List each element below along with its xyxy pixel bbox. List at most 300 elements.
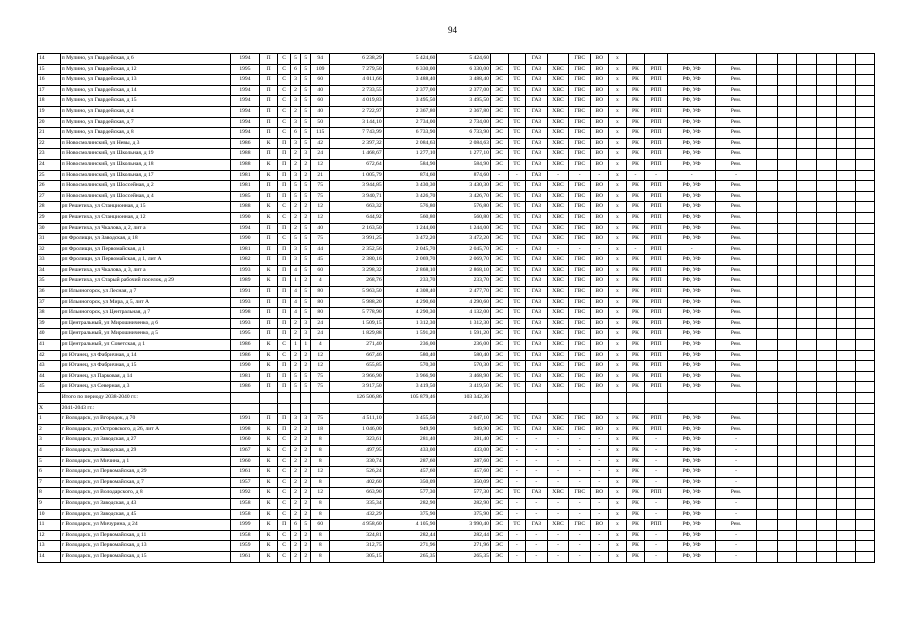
table-cell: - <box>526 477 548 488</box>
table-cell: 75 <box>311 414 330 425</box>
table-cell: х <box>608 382 627 393</box>
table-cell: 2 <box>290 509 300 520</box>
table-cell: х <box>608 170 627 181</box>
table-row <box>38 255 875 266</box>
empty-cell <box>816 297 836 308</box>
empty-cell <box>836 117 856 128</box>
empty-cell <box>836 212 856 223</box>
table-cell: С <box>278 117 290 128</box>
table-cell: РК <box>627 308 645 319</box>
table-cell: 17 <box>38 85 61 96</box>
empty-cell <box>797 223 817 234</box>
table-cell: 1961 <box>230 467 259 478</box>
table-cell: 12 <box>311 467 330 478</box>
table-cell: 3 966,90 <box>330 371 384 382</box>
empty-cell <box>777 234 797 245</box>
empty-cell <box>816 191 836 202</box>
table-cell: РК <box>627 117 645 128</box>
table-row <box>38 212 875 223</box>
table-cell: ГАЗ <box>526 202 548 213</box>
table-cell: РПП <box>644 64 668 75</box>
table-cell: К <box>259 541 278 552</box>
table-cell: 1 244,00 <box>383 223 437 234</box>
table-cell: РК <box>627 223 645 234</box>
empty-cell <box>836 361 856 372</box>
empty-cell <box>816 414 836 425</box>
table-cell: ЭС <box>490 371 508 382</box>
table-cell: РК <box>627 287 645 298</box>
empty-cell <box>816 371 836 382</box>
empty-cell <box>777 85 797 96</box>
table-cell <box>301 393 311 404</box>
table-cell: - <box>591 477 609 488</box>
empty-cell <box>797 477 817 488</box>
table-cell: х <box>608 488 627 499</box>
table-cell: ТС <box>508 191 526 202</box>
table-cell: ЭС <box>490 541 508 552</box>
empty-cell <box>777 414 797 425</box>
table-cell: - <box>547 170 569 181</box>
table-cell: 5 <box>301 96 311 107</box>
table-cell: 2 <box>290 329 300 340</box>
table-cell: РФ, УФ <box>668 551 715 562</box>
table-cell: 2 <box>290 223 300 234</box>
table-cell: х <box>608 234 627 245</box>
table-cell: РК <box>627 276 645 287</box>
table-cell <box>301 403 311 414</box>
table-cell: 40 <box>38 329 61 340</box>
table-cell: 1960 <box>230 435 259 446</box>
empty-cell <box>797 403 817 414</box>
table-cell: 2 <box>290 551 300 562</box>
table-cell: Рем. <box>715 212 756 223</box>
table-cell: 1994 <box>230 96 259 107</box>
table-cell: РФ, УФ <box>668 361 715 372</box>
table-cell: ГВС <box>569 488 591 499</box>
table-cell: ЭС <box>490 551 508 562</box>
empty-cell <box>856 138 875 149</box>
empty-cell <box>836 467 856 478</box>
table-cell: ХВС <box>547 340 569 351</box>
empty-cell <box>777 244 797 255</box>
empty-cell <box>816 435 836 446</box>
empty-cell <box>797 244 817 255</box>
table-cell: рп Решетиха, ул Станционная, д 12 <box>60 212 230 223</box>
table-cell: - <box>569 435 591 446</box>
table-row <box>38 234 875 245</box>
empty-cell <box>777 498 797 509</box>
table-cell: Рем. <box>715 488 756 499</box>
table-cell: К <box>259 477 278 488</box>
empty-cell <box>836 445 856 456</box>
table-cell: С <box>278 551 290 562</box>
empty-cell <box>816 276 836 287</box>
table-cell <box>591 403 609 414</box>
table-cell: ЭС <box>490 467 508 478</box>
empty-cell <box>836 170 856 181</box>
empty-cell <box>757 477 778 488</box>
table-cell: ЭС <box>490 191 508 202</box>
table-cell: 1 <box>290 276 300 287</box>
empty-cell <box>777 170 797 181</box>
empty-cell <box>856 414 875 425</box>
table-cell: - <box>508 498 526 509</box>
table-cell: 2 <box>301 424 311 435</box>
table-cell: РК <box>627 191 645 202</box>
table-cell: 526,24 <box>330 467 384 478</box>
empty-cell <box>836 551 856 562</box>
table-cell: С <box>278 85 290 96</box>
table-cell: ЭС <box>490 498 508 509</box>
table-cell: 2 <box>301 202 311 213</box>
table-cell: ТС <box>508 223 526 234</box>
empty-cell <box>816 318 836 329</box>
empty-cell <box>836 265 856 276</box>
table-cell: 5 424,60 <box>437 54 491 65</box>
table-cell: 25 <box>38 170 61 181</box>
table-cell: Рем. <box>715 96 756 107</box>
table-cell: х <box>608 435 627 446</box>
empty-cell <box>856 541 875 552</box>
empty-cell <box>777 445 797 456</box>
table-cell: 1990 <box>230 212 259 223</box>
table-cell: ВО <box>591 488 609 499</box>
table-cell: 3 430,30 <box>437 181 491 192</box>
table-cell: 5 <box>301 223 311 234</box>
table-cell: С <box>278 541 290 552</box>
table-cell: 5 <box>301 287 311 298</box>
table-cell: рп Ильиногорск, ул Лесная, д 7 <box>60 287 230 298</box>
table-cell: ХВС <box>547 191 569 202</box>
table-cell: РК <box>627 329 645 340</box>
table-cell: х <box>608 329 627 340</box>
table-cell: г Володарск, ул Заводская, д 43 <box>60 498 230 509</box>
table-cell: РФ, УФ <box>668 488 715 499</box>
table-cell: 2 <box>301 509 311 520</box>
table-cell: 1995 <box>230 64 259 75</box>
table-cell: РК <box>627 541 645 552</box>
table-cell: ВО <box>591 138 609 149</box>
table-cell: х <box>608 340 627 351</box>
table-cell: 60 <box>311 75 330 86</box>
table-cell: 576,80 <box>383 202 437 213</box>
table-cell: 2 <box>290 85 300 96</box>
table-cell: 5 <box>290 191 300 202</box>
table-cell: 3 <box>290 255 300 266</box>
table-cell: П <box>278 191 290 202</box>
table-cell: 2 734,00 <box>383 117 437 128</box>
empty-cell <box>757 308 778 319</box>
table-cell: 6 330,00 <box>437 64 491 75</box>
empty-cell <box>836 498 856 509</box>
table-cell: - <box>644 541 668 552</box>
empty-cell <box>757 54 778 65</box>
table-cell: РК <box>627 202 645 213</box>
empty-cell <box>836 393 856 404</box>
table-cell: 38 <box>38 308 61 319</box>
table-cell: 3 472,20 <box>383 234 437 245</box>
table-cell: П <box>259 64 278 75</box>
empty-cell <box>856 255 875 266</box>
table-cell: РФ, УФ <box>668 265 715 276</box>
table-cell: 4 <box>38 445 61 456</box>
empty-cell <box>836 509 856 520</box>
table-cell: 4 <box>311 340 330 351</box>
table-cell: ГВС <box>569 287 591 298</box>
table-cell: 3 <box>301 329 311 340</box>
table-cell: ГАЗ <box>526 54 548 65</box>
table-cell: РПП <box>644 308 668 319</box>
table-cell: ВО <box>591 371 609 382</box>
table-cell: х <box>608 85 627 96</box>
table-cell: Рем. <box>715 138 756 149</box>
table-cell: рп Решетиха, ул Станционная, д 15 <box>60 202 230 213</box>
empty-cell <box>856 202 875 213</box>
table-cell: 5 <box>301 234 311 245</box>
table-cell: ГАЗ <box>526 159 548 170</box>
table-cell: П <box>278 223 290 234</box>
table-cell: 5 <box>290 382 300 393</box>
table-cell: - <box>591 551 609 562</box>
table-cell: П <box>259 191 278 202</box>
table-cell: ГАЗ <box>526 170 548 181</box>
table-cell: рп Ильиногорск, ул Центральная, д 7 <box>60 308 230 319</box>
table-cell: РК <box>627 414 645 425</box>
empty-cell <box>797 551 817 562</box>
empty-cell <box>836 128 856 139</box>
table-row <box>38 509 875 520</box>
empty-cell <box>836 64 856 75</box>
table-cell: ГВС <box>569 265 591 276</box>
table-cell: - <box>591 509 609 520</box>
empty-cell <box>777 393 797 404</box>
table-cell: ГАЗ <box>526 75 548 86</box>
table-cell: 1994 <box>230 117 259 128</box>
table-cell: 5 <box>301 106 311 117</box>
table-cell: Рем. <box>715 287 756 298</box>
table-cell: 75 <box>311 382 330 393</box>
table-cell: ГАЗ <box>526 96 548 107</box>
table-cell: П <box>259 287 278 298</box>
table-cell <box>311 403 330 414</box>
table-cell <box>715 403 756 414</box>
table-cell: ТС <box>508 308 526 319</box>
empty-cell <box>777 318 797 329</box>
table-cell: г Володарск, ул Вгородок, д 70 <box>60 414 230 425</box>
table-cell: 44 <box>38 371 61 382</box>
table-cell: 42 <box>311 138 330 149</box>
table-cell: П <box>278 244 290 255</box>
table-cell: 1 591,20 <box>437 329 491 340</box>
table-cell: 1989 <box>230 276 259 287</box>
empty-cell <box>856 477 875 488</box>
table-cell: 94 <box>311 54 330 65</box>
table-cell: РК <box>627 445 645 456</box>
empty-cell <box>856 488 875 499</box>
table-row <box>38 445 875 456</box>
empty-cell <box>757 75 778 86</box>
table-cell: Рем. <box>715 75 756 86</box>
table-cell: 44 <box>311 244 330 255</box>
table-cell: - <box>547 435 569 446</box>
table-cell: 2 <box>301 350 311 361</box>
table-cell: - <box>627 170 645 181</box>
table-cell: ГАЗ <box>526 340 548 351</box>
table-cell: ГВС <box>569 350 591 361</box>
table-cell: ВО <box>591 520 609 531</box>
table-cell: 8 <box>311 435 330 446</box>
table-cell: ГАЗ <box>526 223 548 234</box>
empty-cell <box>816 509 836 520</box>
table-cell: 8 <box>311 498 330 509</box>
empty-cell <box>797 340 817 351</box>
table-cell: П <box>278 276 290 287</box>
empty-cell <box>836 276 856 287</box>
table-cell: - <box>569 551 591 562</box>
table-cell <box>278 393 290 404</box>
table-cell: 3 944,85 <box>330 181 384 192</box>
table-cell: 3 488,40 <box>437 75 491 86</box>
table-cell: 6 330,00 <box>383 64 437 75</box>
table-cell: ГВС <box>569 414 591 425</box>
table-cell: - <box>508 551 526 562</box>
table-cell: П <box>278 159 290 170</box>
table-cell: ВО <box>591 318 609 329</box>
table-cell <box>608 403 627 414</box>
table-cell: 2 367,80 <box>383 106 437 117</box>
empty-cell <box>777 181 797 192</box>
table-cell: 663,90 <box>330 488 384 499</box>
table-cell: ТС <box>508 202 526 213</box>
table-cell: 2 <box>301 530 311 541</box>
table-cell: ТС <box>508 382 526 393</box>
table-cell: 3 917,50 <box>330 382 384 393</box>
empty-cell <box>777 488 797 499</box>
empty-cell <box>757 488 778 499</box>
table-cell: ГВС <box>569 64 591 75</box>
empty-cell <box>836 340 856 351</box>
table-cell: РК <box>627 498 645 509</box>
empty-cell <box>836 530 856 541</box>
table-cell: ВО <box>591 54 609 65</box>
table-cell: ВО <box>591 106 609 117</box>
table-cell: ВО <box>591 223 609 234</box>
table-cell: п Новосмолинский, ул Школьная, д 17 <box>60 170 230 181</box>
table-cell: Рем. <box>715 64 756 75</box>
empty-cell <box>816 265 836 276</box>
table-cell <box>627 393 645 404</box>
table-cell: ГАЗ <box>526 106 548 117</box>
empty-cell <box>836 287 856 298</box>
table-cell: ВО <box>591 159 609 170</box>
table-cell: г Володарск, ул Островского, д 26, лит А <box>60 424 230 435</box>
table-cell: РФ, УФ <box>668 96 715 107</box>
table-cell: 2 <box>290 467 300 478</box>
table-cell: 1 591,20 <box>383 329 437 340</box>
table-cell: ГАЗ <box>526 265 548 276</box>
table-cell: ТС <box>508 520 526 531</box>
table-cell: С <box>278 350 290 361</box>
table-cell: 2 722,97 <box>330 106 384 117</box>
table-cell: ТС <box>508 138 526 149</box>
table-cell: - <box>591 170 609 181</box>
table-cell: 19 <box>38 106 61 117</box>
empty-cell <box>816 403 836 414</box>
table-cell: ЭС <box>490 244 508 255</box>
table-cell: П <box>278 318 290 329</box>
table-cell: рп Юганец, ул Парковая, д 14 <box>60 371 230 382</box>
table-cell: С <box>278 435 290 446</box>
table-cell: 60 <box>311 265 330 276</box>
table-cell: 433,00 <box>437 445 491 456</box>
table-cell: 3 966,90 <box>383 371 437 382</box>
table-cell: ЭС <box>490 212 508 223</box>
table-cell: 584,90 <box>437 159 491 170</box>
table-cell: 4 290,60 <box>383 297 437 308</box>
table-cell <box>290 393 300 404</box>
table-cell: 2 <box>301 467 311 478</box>
table-cell: ГВС <box>569 181 591 192</box>
empty-cell <box>836 106 856 117</box>
table-cell: 305,15 <box>330 551 384 562</box>
table-cell <box>490 393 508 404</box>
table-cell: - <box>715 456 756 467</box>
empty-cell <box>797 255 817 266</box>
table-cell: ТС <box>508 181 526 192</box>
table-cell: 5 <box>301 297 311 308</box>
empty-cell <box>797 318 817 329</box>
table-cell: х <box>608 202 627 213</box>
table-cell: х <box>608 54 627 65</box>
table-cell: 8 <box>311 530 330 541</box>
table-cell: 1 005,79 <box>330 170 384 181</box>
table-cell: ВО <box>591 308 609 319</box>
table-cell: ГВС <box>569 424 591 435</box>
empty-cell <box>777 202 797 213</box>
empty-cell <box>797 287 817 298</box>
table-cell: РПП <box>644 329 668 340</box>
table-cell: ХВС <box>547 234 569 245</box>
table-cell: ВО <box>591 149 609 160</box>
empty-cell <box>856 117 875 128</box>
empty-cell <box>777 340 797 351</box>
table-cell: ГВС <box>569 128 591 139</box>
table-cell: ЭС <box>490 424 508 435</box>
table-cell: 4 308,40 <box>383 287 437 298</box>
table-cell: - <box>644 530 668 541</box>
table-cell: С <box>278 509 290 520</box>
empty-cell <box>816 159 836 170</box>
table-cell: РПП <box>644 234 668 245</box>
empty-cell <box>856 509 875 520</box>
table-cell: ГВС <box>569 276 591 287</box>
table-cell: РФ, УФ <box>668 318 715 329</box>
empty-cell <box>856 318 875 329</box>
table-cell: ТС <box>508 255 526 266</box>
table-cell: 6 <box>38 467 61 478</box>
table-cell: 2 <box>38 424 61 435</box>
table-cell: РПП <box>644 212 668 223</box>
table-cell: 312,75 <box>330 541 384 552</box>
table-cell: П <box>259 106 278 117</box>
table-cell: 2 <box>301 498 311 509</box>
table-cell: 41 <box>38 340 61 351</box>
table-row <box>38 159 875 170</box>
empty-cell <box>797 276 817 287</box>
table-cell: ХВС <box>547 96 569 107</box>
table-row <box>38 403 875 414</box>
table-cell: 40 <box>311 223 330 234</box>
